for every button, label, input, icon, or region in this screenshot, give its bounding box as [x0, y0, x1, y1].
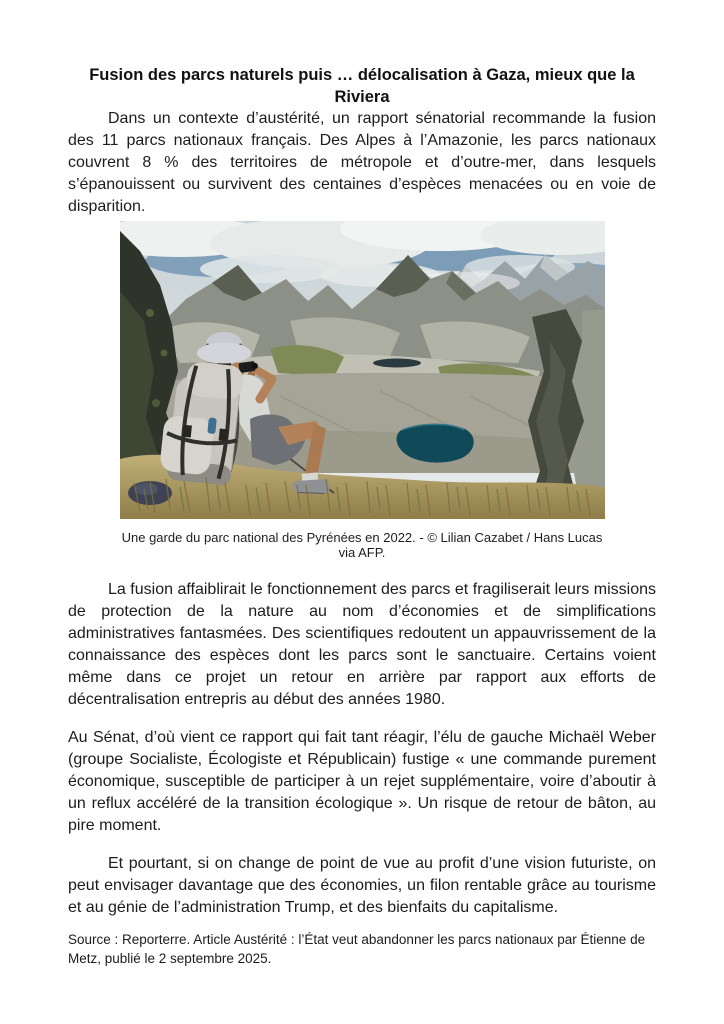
article-photo: [120, 221, 605, 560]
mountain-photo-illustration: [120, 221, 605, 519]
article-paragraph: La fusion affaiblirait le fonctionnement des parcs et fragiliserait leurs missions de protection de la nature au nom d’économies et de simplifications administratives fantasmées. Des scientifiques redoutent un appauvrissement de la connaissance des espèces dont les parcs sont le sanctuaire. Certains voient même dans ce projet un retour en arrière par rapport aux efforts de décentralisation entrepris au début des années 1980.: [68, 581, 656, 708]
photo-caption: Une garde du parc national des Pyrénées en 2022. - © Lilian Cazabet / Hans Lucas via AFP.: [121, 530, 603, 560]
article-paragraph: Et pourtant, si on change de point de vue au profit d’une vision futuriste, on peut envisager davantage que des économies, un filon rentable grâce au tourisme et au génie de l’administration Trump, et des bienfaits du capitalisme.: [68, 855, 656, 916]
shoe: [293, 479, 330, 494]
article-paragraph: Au Sénat, d’où vient ce rapport qui fait tant réagir, l’élu de gauche Michaël Weber (groupe Socialiste, Écologiste et Républicain) fustige « une commande purement économique, susceptible de participer à un rejet supplémentaire, voire d’aboutir à un reflux accéléré de la transition écologique ». Un risque de retour de bâton, au pire moment.: [68, 729, 656, 834]
small-pond: [373, 359, 421, 368]
source-line: Source : Reporterre. Article Austérité : l’État veut abandonner les parcs nationaux par Étienne de Metz, publié le 2 septembre 2025.: [68, 932, 646, 966]
article-title: Fusion des parcs naturels puis … délocalisation à Gaza, mieux que la Riviera: [89, 66, 635, 106]
article-paragraph: Dans un contexte d’austérité, un rapport sénatorial recommande la fusion des 11 parcs nationaux français. Des Alpes à l’Amazonie, les parcs nationaux couvrent 8 % des territoires de métropole et d’outre-mer, dans lesquels s’épanouissent ou survivent des centaines d’espèces menacées ou en voie de disparition.: [68, 110, 656, 215]
